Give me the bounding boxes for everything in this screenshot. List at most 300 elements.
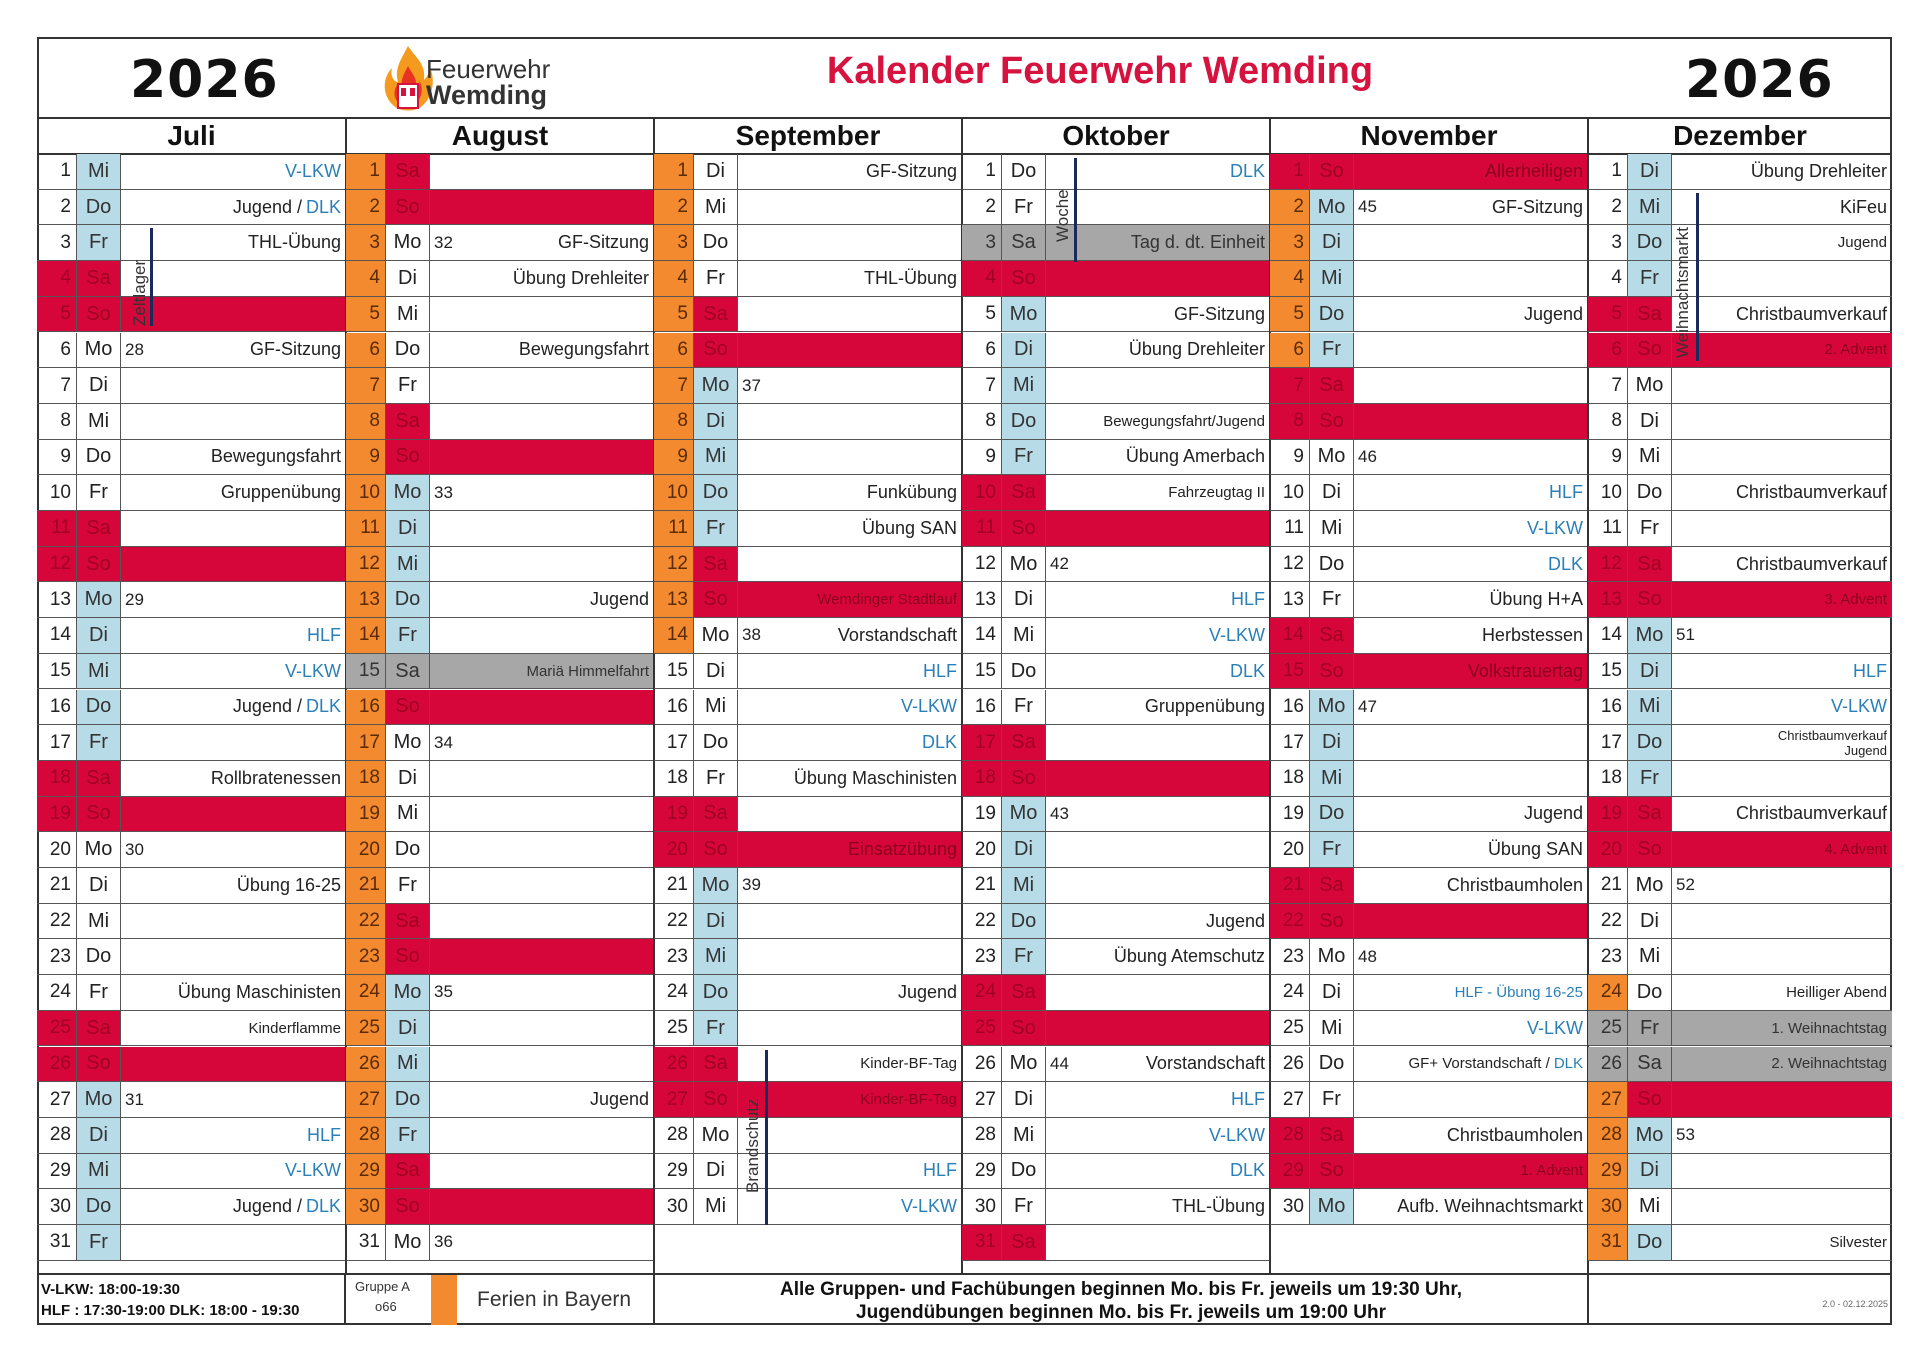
event-cell[interactable]: 1. Weihnachtstag xyxy=(1672,1011,1892,1046)
day-row[interactable] xyxy=(37,475,346,511)
day-row[interactable] xyxy=(1588,832,1892,868)
day-row[interactable] xyxy=(654,904,962,940)
day-row[interactable] xyxy=(346,904,654,940)
event-cell[interactable]: Kinderflamme xyxy=(248,1019,341,1037)
day-row[interactable] xyxy=(962,1189,1270,1225)
day-row[interactable] xyxy=(962,725,1270,761)
event-cell[interactable] xyxy=(1672,1189,1892,1224)
event-cell[interactable]: 4. Advent xyxy=(1672,832,1892,867)
event-cell[interactable] xyxy=(1354,404,1588,439)
day-row[interactable] xyxy=(346,797,654,833)
day-row[interactable] xyxy=(346,404,654,440)
event-cell[interactable]: Übung Atemschutz xyxy=(1113,946,1265,967)
day-row[interactable] xyxy=(37,654,346,690)
day-row[interactable] xyxy=(37,1189,346,1225)
event-cell[interactable] xyxy=(121,797,346,832)
event-cell[interactable]: Jugend xyxy=(589,1089,649,1110)
event-cell[interactable]: Bewegungsfahrt/Jugend xyxy=(1103,412,1265,430)
event-cell[interactable] xyxy=(1046,761,1270,796)
event-cell[interactable] xyxy=(1354,1047,1588,1082)
event-cell[interactable] xyxy=(121,1225,346,1260)
day-row[interactable] xyxy=(37,868,346,904)
event-cell[interactable]: HLF xyxy=(1230,589,1265,610)
event-cell[interactable] xyxy=(738,1118,962,1153)
event-cell[interactable]: Übung 16-25 xyxy=(236,874,341,895)
event-cell[interactable] xyxy=(738,404,962,439)
event-cell[interactable]: Herbstessen xyxy=(1481,624,1583,645)
day-row[interactable] xyxy=(37,333,346,369)
event-cell[interactable]: V-LKW xyxy=(1208,624,1265,645)
day-row[interactable] xyxy=(346,1011,654,1047)
event-cell[interactable]: V-LKW xyxy=(1526,1017,1583,1038)
day-row[interactable] xyxy=(1270,904,1588,940)
event-cell[interactable]: Übung Drehleiter xyxy=(1750,160,1887,181)
day-row[interactable] xyxy=(346,154,654,190)
event-cell[interactable]: DLK xyxy=(1229,160,1265,181)
event-cell[interactable]: Übung Maschinisten xyxy=(177,981,341,1002)
event-cell[interactable]: HLF xyxy=(1852,660,1887,681)
day-row[interactable] xyxy=(37,797,346,833)
event-cell[interactable] xyxy=(1672,939,1892,974)
event-cell[interactable] xyxy=(1046,261,1270,296)
day-row[interactable] xyxy=(962,654,1270,690)
event-cell[interactable] xyxy=(430,1011,654,1046)
day-row[interactable] xyxy=(346,618,654,654)
event-cell[interactable] xyxy=(1086,797,1270,832)
event-cell[interactable]: Tag d. dt. Einheit xyxy=(1046,225,1270,260)
day-row[interactable] xyxy=(962,975,1270,1011)
event-cell[interactable] xyxy=(121,511,346,546)
day-row[interactable] xyxy=(1270,440,1588,476)
day-row[interactable] xyxy=(346,1225,654,1261)
day-row[interactable] xyxy=(1588,1154,1892,1190)
event-cell[interactable]: THL-Übung xyxy=(863,267,957,288)
event-cell[interactable]: Übung Drehleiter xyxy=(1128,339,1265,360)
event-cell[interactable] xyxy=(121,297,346,332)
day-row[interactable] xyxy=(1270,190,1588,226)
event-cell[interactable] xyxy=(738,297,962,332)
day-row[interactable] xyxy=(346,725,654,761)
event-cell[interactable] xyxy=(430,832,654,867)
day-row[interactable] xyxy=(1588,297,1892,333)
day-row[interactable] xyxy=(1270,1082,1588,1118)
event-cell[interactable] xyxy=(430,1118,654,1153)
event-cell[interactable]: HLF xyxy=(922,1160,957,1181)
event-cell[interactable]: Gruppenübung xyxy=(220,482,341,503)
event-cell[interactable] xyxy=(738,547,962,582)
day-row[interactable] xyxy=(1270,582,1588,618)
event-cell[interactable]: Christbaumholen xyxy=(1446,1124,1583,1145)
day-row[interactable] xyxy=(1588,1011,1892,1047)
event-cell[interactable]: DLK xyxy=(1547,553,1583,574)
day-row[interactable] xyxy=(1588,725,1892,761)
day-row[interactable] xyxy=(346,868,654,904)
event-cell[interactable] xyxy=(1394,939,1588,974)
event-cell[interactable]: HLF xyxy=(1548,482,1583,503)
day-row[interactable] xyxy=(346,832,654,868)
day-row[interactable] xyxy=(37,1118,346,1154)
event-cell[interactable] xyxy=(430,404,654,439)
day-row[interactable] xyxy=(1588,261,1892,297)
day-row[interactable] xyxy=(962,404,1270,440)
day-row[interactable] xyxy=(1588,475,1892,511)
event-cell[interactable] xyxy=(161,832,346,867)
event-cell[interactable]: DLK xyxy=(921,732,957,753)
day-row[interactable] xyxy=(962,1082,1270,1118)
event-cell[interactable]: Übung SAN xyxy=(1487,839,1583,860)
day-row[interactable] xyxy=(1270,654,1588,690)
event-cell[interactable] xyxy=(430,1154,654,1189)
event-cell[interactable] xyxy=(430,690,654,725)
day-row[interactable] xyxy=(37,690,346,726)
event-cell[interactable]: Bewegungsfahrt xyxy=(210,446,341,467)
day-row[interactable] xyxy=(654,975,962,1011)
day-row[interactable] xyxy=(654,225,962,261)
day-row[interactable] xyxy=(962,511,1270,547)
event-cell[interactable]: Christbaumverkauf xyxy=(1735,553,1887,574)
event-cell[interactable]: V-LKW xyxy=(1830,696,1887,717)
event-cell[interactable]: Kinder-BF-Tag xyxy=(860,1055,957,1073)
event-cell[interactable] xyxy=(1672,368,1892,403)
day-row[interactable] xyxy=(1270,547,1588,583)
day-row[interactable] xyxy=(1588,547,1892,583)
day-row[interactable] xyxy=(1588,975,1892,1011)
day-row[interactable] xyxy=(1270,1011,1588,1047)
day-row[interactable] xyxy=(1270,154,1588,190)
event-cell[interactable] xyxy=(738,939,962,974)
event-cell[interactable] xyxy=(738,440,962,475)
event-cell[interactable] xyxy=(121,190,346,225)
event-cell[interactable] xyxy=(470,975,654,1010)
event-cell[interactable] xyxy=(1672,404,1892,439)
event-cell[interactable] xyxy=(1046,832,1270,867)
day-row[interactable] xyxy=(346,975,654,1011)
event-cell[interactable] xyxy=(1672,725,1892,760)
day-row[interactable] xyxy=(654,154,962,190)
event-cell[interactable]: Übung Maschinisten xyxy=(793,767,957,788)
event-cell[interactable] xyxy=(430,761,654,796)
day-row[interactable] xyxy=(346,547,654,583)
event-cell[interactable] xyxy=(1712,618,1892,653)
event-cell[interactable]: DLK xyxy=(1229,1160,1265,1181)
day-row[interactable] xyxy=(1270,975,1588,1011)
event-cell[interactable] xyxy=(1354,368,1588,403)
day-row[interactable] xyxy=(1270,1189,1588,1225)
event-cell[interactable] xyxy=(738,333,962,368)
day-row[interactable] xyxy=(37,225,346,261)
event-cell[interactable] xyxy=(1712,868,1892,903)
event-cell[interactable] xyxy=(121,725,346,760)
day-row[interactable] xyxy=(1270,404,1588,440)
day-row[interactable] xyxy=(654,868,962,904)
event-cell[interactable]: 2. Weihnachtstag xyxy=(1672,1047,1892,1082)
event-cell[interactable]: GF-Sitzung xyxy=(1491,196,1583,217)
event-cell[interactable] xyxy=(1354,261,1588,296)
event-cell[interactable]: THL-Übung xyxy=(247,232,341,253)
day-row[interactable] xyxy=(37,297,346,333)
event-cell[interactable]: V-LKW xyxy=(284,160,341,181)
day-row[interactable] xyxy=(654,333,962,369)
event-cell[interactable] xyxy=(430,904,654,939)
event-cell[interactable] xyxy=(430,1189,654,1224)
day-row[interactable] xyxy=(37,547,346,583)
event-cell[interactable]: GF-Sitzung xyxy=(865,160,957,181)
day-row[interactable] xyxy=(962,440,1270,476)
event-cell[interactable] xyxy=(1712,1118,1892,1153)
day-row[interactable] xyxy=(1270,261,1588,297)
event-cell[interactable] xyxy=(161,582,346,617)
day-row[interactable] xyxy=(1270,368,1588,404)
event-cell[interactable] xyxy=(1354,725,1588,760)
day-row[interactable] xyxy=(654,1011,962,1047)
day-row[interactable] xyxy=(1270,475,1588,511)
day-row[interactable] xyxy=(346,368,654,404)
event-cell[interactable] xyxy=(778,368,962,403)
event-cell[interactable]: Wemdinger Stadtlauf xyxy=(738,582,962,617)
day-row[interactable] xyxy=(346,297,654,333)
day-row[interactable] xyxy=(1588,440,1892,476)
event-cell[interactable]: V-LKW xyxy=(900,696,957,717)
day-row[interactable] xyxy=(37,1047,346,1083)
day-row[interactable] xyxy=(1270,333,1588,369)
event-cell[interactable] xyxy=(430,939,654,974)
event-cell[interactable] xyxy=(1046,190,1270,225)
day-row[interactable] xyxy=(962,690,1270,726)
day-row[interactable] xyxy=(1588,190,1892,226)
day-row[interactable] xyxy=(654,582,962,618)
event-cell[interactable] xyxy=(1046,368,1270,403)
day-row[interactable] xyxy=(1270,725,1588,761)
event-cell[interactable]: Christbaumholen xyxy=(1446,874,1583,895)
event-cell[interactable]: HLF xyxy=(306,1124,341,1145)
event-cell[interactable] xyxy=(430,797,654,832)
day-row[interactable] xyxy=(962,225,1270,261)
day-row[interactable] xyxy=(962,1154,1270,1190)
event-cell[interactable]: HLF xyxy=(306,624,341,645)
event-cell[interactable]: Mariä Himmelfahrt xyxy=(430,654,654,689)
event-cell[interactable]: Gruppenübung xyxy=(1144,696,1265,717)
day-row[interactable] xyxy=(37,1011,346,1047)
day-row[interactable] xyxy=(962,1118,1270,1154)
day-row[interactable] xyxy=(654,690,962,726)
event-cell[interactable]: 3. Advent xyxy=(1672,582,1892,617)
day-row[interactable] xyxy=(1588,1225,1892,1261)
day-row[interactable] xyxy=(654,368,962,404)
event-cell[interactable] xyxy=(161,1082,346,1117)
day-row[interactable] xyxy=(37,939,346,975)
event-cell[interactable]: Heilliger Abend xyxy=(1786,983,1887,1001)
event-cell[interactable] xyxy=(121,939,346,974)
day-row[interactable] xyxy=(962,761,1270,797)
event-cell[interactable]: Christbaumverkauf xyxy=(1735,303,1887,324)
day-row[interactable] xyxy=(654,1154,962,1190)
day-row[interactable] xyxy=(1588,797,1892,833)
day-row[interactable] xyxy=(37,1154,346,1190)
event-cell[interactable] xyxy=(430,154,654,189)
day-row[interactable] xyxy=(654,618,962,654)
day-row[interactable] xyxy=(654,475,962,511)
day-row[interactable] xyxy=(37,511,346,547)
day-row[interactable] xyxy=(962,475,1270,511)
day-row[interactable] xyxy=(37,975,346,1011)
day-row[interactable] xyxy=(37,761,346,797)
day-row[interactable] xyxy=(962,261,1270,297)
event-cell[interactable]: Christbaumverkauf xyxy=(1735,803,1887,824)
event-cell[interactable]: Aufb. Weihnachtsmarkt xyxy=(1397,1196,1583,1217)
event-cell[interactable]: Bewegungsfahrt xyxy=(518,339,649,360)
event-cell[interactable] xyxy=(121,368,346,403)
event-cell[interactable]: HLF - Übung 16-25 xyxy=(1454,983,1583,1001)
event-cell[interactable] xyxy=(1354,761,1588,796)
event-cell[interactable] xyxy=(430,297,654,332)
day-row[interactable] xyxy=(962,190,1270,226)
event-cell[interactable] xyxy=(1354,333,1588,368)
event-cell[interactable] xyxy=(1046,868,1270,903)
event-cell[interactable] xyxy=(1672,761,1892,796)
day-row[interactable] xyxy=(1588,154,1892,190)
day-row[interactable] xyxy=(1588,404,1892,440)
day-row[interactable] xyxy=(1270,1154,1588,1190)
day-row[interactable] xyxy=(37,1082,346,1118)
event-cell[interactable] xyxy=(430,190,654,225)
event-cell[interactable]: Christbaumverkauf xyxy=(1735,482,1887,503)
event-cell[interactable] xyxy=(121,404,346,439)
day-row[interactable] xyxy=(37,404,346,440)
event-cell[interactable]: Kinder-BF-Tag xyxy=(738,1082,962,1117)
event-cell[interactable] xyxy=(430,511,654,546)
event-cell[interactable]: 1. Advent xyxy=(1354,1154,1588,1189)
day-row[interactable] xyxy=(1588,582,1892,618)
event-cell[interactable]: Vorstandschaft xyxy=(837,624,957,645)
day-row[interactable] xyxy=(962,582,1270,618)
event-cell[interactable]: Übung Amerbach xyxy=(1125,446,1265,467)
day-row[interactable] xyxy=(1270,511,1588,547)
event-cell[interactable] xyxy=(1672,511,1892,546)
event-cell[interactable]: Jugend xyxy=(1523,303,1583,324)
event-cell[interactable] xyxy=(1354,225,1588,260)
day-row[interactable] xyxy=(37,618,346,654)
event-cell[interactable] xyxy=(1394,440,1588,475)
day-row[interactable] xyxy=(1588,368,1892,404)
event-cell[interactable]: Jugend xyxy=(1837,234,1887,252)
day-row[interactable] xyxy=(1270,1047,1588,1083)
event-cell[interactable]: Jugend xyxy=(897,981,957,1002)
event-cell[interactable] xyxy=(121,261,346,296)
event-cell[interactable] xyxy=(1672,904,1892,939)
event-cell[interactable] xyxy=(1046,725,1270,760)
event-cell[interactable] xyxy=(1046,511,1270,546)
event-cell[interactable] xyxy=(121,690,346,725)
day-row[interactable] xyxy=(962,797,1270,833)
day-row[interactable] xyxy=(962,1225,1270,1261)
event-cell[interactable] xyxy=(121,547,346,582)
event-cell[interactable]: V-LKW xyxy=(284,1160,341,1181)
day-row[interactable] xyxy=(654,1189,962,1225)
day-row[interactable] xyxy=(37,261,346,297)
event-cell[interactable] xyxy=(738,1011,962,1046)
day-row[interactable] xyxy=(1588,868,1892,904)
event-cell[interactable] xyxy=(470,725,654,760)
day-row[interactable] xyxy=(1270,868,1588,904)
day-row[interactable] xyxy=(654,939,962,975)
day-row[interactable] xyxy=(346,761,654,797)
day-row[interactable] xyxy=(1270,1118,1588,1154)
day-row[interactable] xyxy=(1588,511,1892,547)
day-row[interactable] xyxy=(37,1225,346,1261)
event-cell[interactable] xyxy=(1672,440,1892,475)
day-row[interactable] xyxy=(37,904,346,940)
day-row[interactable] xyxy=(654,761,962,797)
event-cell[interactable] xyxy=(1672,1154,1892,1189)
day-row[interactable] xyxy=(346,440,654,476)
event-cell[interactable]: Rollbratenessen xyxy=(210,767,341,788)
day-row[interactable] xyxy=(37,154,346,190)
event-cell[interactable]: V-LKW xyxy=(284,660,341,681)
event-cell[interactable]: Funkübung xyxy=(866,482,957,503)
day-row[interactable] xyxy=(962,868,1270,904)
event-cell[interactable]: KiFeu xyxy=(1839,196,1887,217)
event-cell[interactable] xyxy=(121,1047,346,1082)
event-cell[interactable]: GF-Sitzung xyxy=(1173,303,1265,324)
day-row[interactable] xyxy=(1588,904,1892,940)
day-row[interactable] xyxy=(1588,618,1892,654)
day-row[interactable] xyxy=(1270,618,1588,654)
event-cell[interactable]: Fahrzeugtag II xyxy=(1168,484,1265,502)
day-row[interactable] xyxy=(346,1189,654,1225)
event-cell[interactable] xyxy=(738,904,962,939)
event-cell[interactable]: GF-Sitzung xyxy=(557,232,649,253)
day-row[interactable] xyxy=(37,582,346,618)
event-cell[interactable]: Jugend xyxy=(589,589,649,610)
event-cell[interactable]: Silvester xyxy=(1829,1233,1887,1251)
event-cell[interactable]: Jugend xyxy=(1523,803,1583,824)
day-row[interactable] xyxy=(1588,690,1892,726)
day-row[interactable] xyxy=(1270,939,1588,975)
day-row[interactable] xyxy=(654,261,962,297)
day-row[interactable] xyxy=(346,939,654,975)
day-row[interactable] xyxy=(346,1118,654,1154)
day-row[interactable] xyxy=(1588,939,1892,975)
event-cell[interactable] xyxy=(1046,1225,1270,1260)
day-row[interactable] xyxy=(654,832,962,868)
day-row[interactable] xyxy=(962,333,1270,369)
day-row[interactable] xyxy=(654,297,962,333)
event-cell[interactable] xyxy=(738,225,962,260)
day-row[interactable] xyxy=(654,1082,962,1118)
event-cell[interactable]: 2. Advent xyxy=(1672,333,1892,368)
day-row[interactable] xyxy=(346,511,654,547)
event-cell[interactable]: V-LKW xyxy=(1208,1124,1265,1145)
day-row[interactable] xyxy=(654,725,962,761)
day-row[interactable] xyxy=(346,1047,654,1083)
event-cell[interactable]: Übung Drehleiter xyxy=(512,267,649,288)
day-row[interactable] xyxy=(1588,1082,1892,1118)
day-row[interactable] xyxy=(346,654,654,690)
day-row[interactable] xyxy=(1270,832,1588,868)
day-row[interactable] xyxy=(962,832,1270,868)
event-cell[interactable]: Allerheiligen xyxy=(1354,154,1588,189)
day-row[interactable] xyxy=(654,511,962,547)
day-row[interactable] xyxy=(654,190,962,226)
day-row[interactable] xyxy=(37,368,346,404)
event-cell[interactable] xyxy=(1672,1082,1892,1117)
day-row[interactable] xyxy=(654,654,962,690)
day-row[interactable] xyxy=(346,1082,654,1118)
day-row[interactable] xyxy=(962,154,1270,190)
day-row[interactable] xyxy=(962,1011,1270,1047)
event-cell[interactable] xyxy=(778,868,962,903)
day-row[interactable] xyxy=(346,690,654,726)
